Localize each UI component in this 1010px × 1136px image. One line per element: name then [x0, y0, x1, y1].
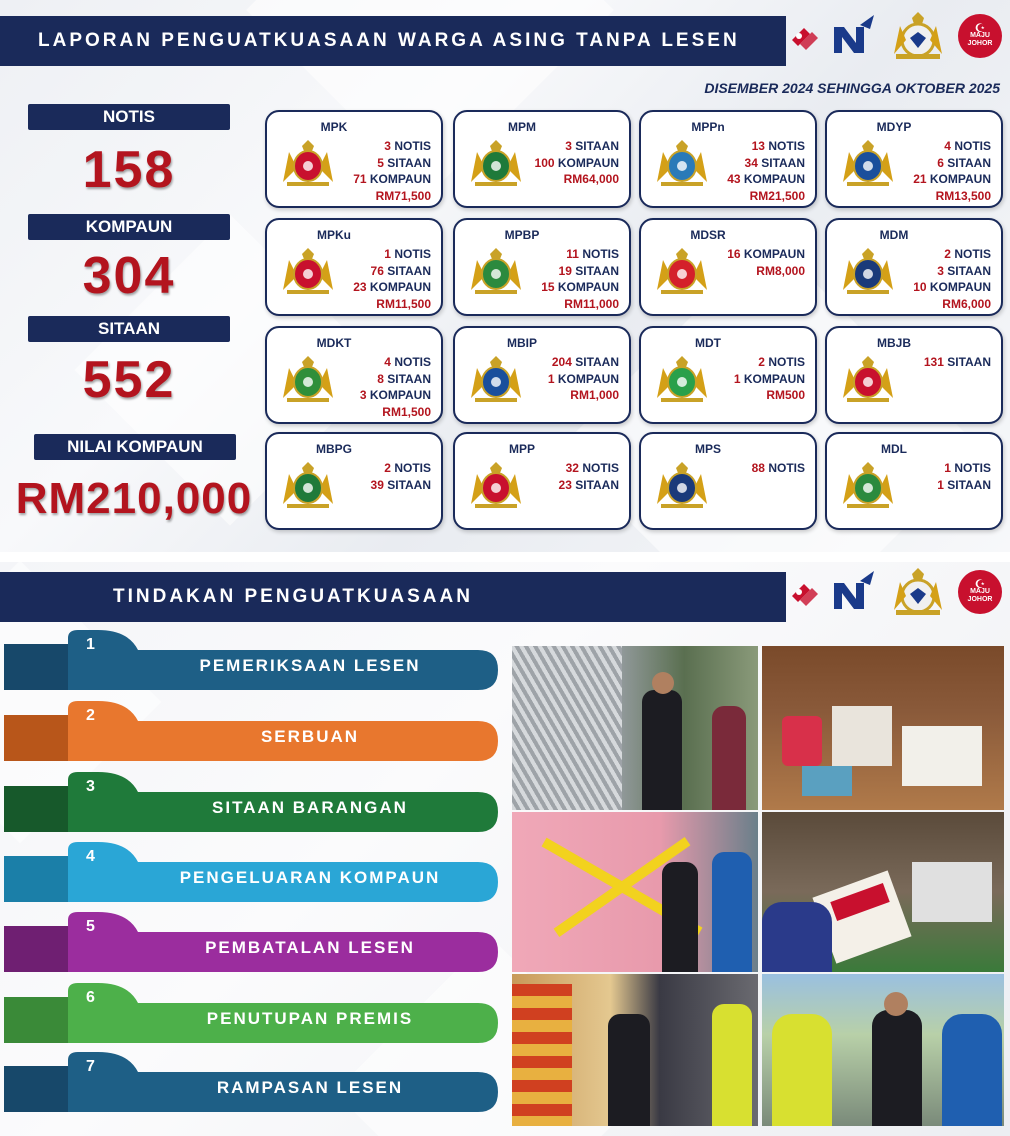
photo-shutter-inspection [512, 646, 758, 810]
figure-count: 100 [534, 155, 555, 170]
maju-johor-logo [958, 14, 1002, 58]
council-card-mpp [453, 432, 631, 530]
figure-count: 23 [353, 280, 367, 294]
council-name [641, 120, 815, 134]
figure-row [913, 138, 991, 155]
figure-count: 2 [384, 461, 391, 475]
compound-value: RM21,500 [749, 188, 805, 203]
compound-value: RM64,000 [563, 172, 619, 186]
council-emblem-icon [653, 138, 711, 188]
step-tab [4, 644, 76, 690]
figure-count: 23 [558, 477, 572, 492]
figure-count: 10 [913, 280, 927, 294]
date-range: DISEMBER 2024 SEHINGGA OKTOBER 2025 [704, 80, 1000, 96]
council-name [267, 228, 441, 242]
figure-row [371, 460, 431, 477]
council-figures [535, 138, 619, 188]
council-name-text: MPP [508, 442, 535, 456]
photo-seized-goods [762, 646, 1004, 810]
figure-type: SITAAN [383, 263, 431, 278]
council-card-mbjb [825, 326, 1003, 424]
crescent-star-icon: ☪ [974, 21, 986, 35]
council-emblem-icon [467, 460, 525, 510]
figure-count: 15 [541, 280, 555, 294]
figure-type: NOTIS [390, 355, 431, 369]
council-name [641, 228, 815, 242]
nilai-kompaun-value: RM210,000 [15, 474, 253, 523]
figure-type: SITAAN [571, 477, 619, 492]
figure-type: NOTIS [578, 247, 619, 261]
council-emblem-icon [279, 246, 337, 296]
figure-count: 3 [565, 139, 572, 153]
council-name-text: MPPn [691, 120, 725, 134]
figure-row [541, 263, 619, 280]
step-label: RAMPASAN LESEN [216, 1078, 404, 1097]
figure-type: KOMPAUN [926, 172, 991, 186]
step-tab [4, 786, 76, 832]
council-name [641, 442, 815, 456]
figure-count: 71 [353, 172, 367, 186]
council-name [267, 120, 441, 134]
figure-row [353, 246, 431, 263]
council-card-mpk [265, 110, 443, 208]
council-card-mpbp [453, 218, 631, 316]
figure-type: SITAAN [943, 155, 991, 170]
council-figures [360, 354, 431, 420]
figure-row [913, 171, 991, 188]
council-name-text: MPKu [317, 228, 351, 242]
figure-count: 1 [384, 247, 391, 261]
figure-row [727, 171, 805, 188]
council-figures [353, 138, 431, 204]
figure-row [559, 460, 619, 477]
logo-group-2 [790, 566, 1002, 618]
figure-count: 39 [370, 477, 384, 492]
figure-count: 131 [923, 355, 944, 369]
figure-type: NOTIS [950, 247, 991, 261]
figure-count: 13 [751, 139, 765, 153]
figure-type: SITAAN [383, 371, 431, 386]
figure-count: 11 [566, 247, 579, 261]
figure-count: 34 [744, 155, 758, 170]
figure-count: 43 [727, 172, 741, 186]
council-figures [541, 246, 619, 312]
figure-count: 3 [359, 388, 367, 402]
figure-row [913, 155, 991, 172]
compound-value: RM71,500 [375, 188, 431, 203]
notis-value: 158 [82, 141, 176, 199]
council-figures [727, 138, 805, 204]
compound-value: RM11,500 [376, 296, 431, 311]
council-emblem-icon [279, 460, 337, 510]
council-name-text: MPBP [504, 228, 540, 242]
step-label: PEMERIKSAAN LESEN [199, 656, 421, 675]
council-name-text: MBJB [876, 336, 911, 350]
sitaan-value: 552 [82, 351, 176, 409]
council-name [455, 228, 629, 242]
council-emblem-icon [467, 138, 525, 188]
figure-row [353, 155, 431, 172]
step-label: PENUTUPAN PREMIS [206, 1009, 414, 1028]
council-name-text: MDKT [316, 336, 352, 350]
council-name [827, 442, 1001, 456]
figure-type: SITAAN [383, 155, 431, 170]
step-number: 6 [86, 989, 95, 1006]
report-title: LAPORAN PENGUATKUASAAN WARGA ASING TANPA LESEN [0, 16, 786, 66]
council-emblem-icon [279, 354, 337, 404]
figure-type: KOMPAUN [740, 172, 805, 186]
figure-count: 1 [547, 371, 555, 386]
maju-johor-logo-2 [958, 570, 1002, 614]
figure-type: KOMPAUN [926, 280, 991, 294]
johor-crest-icon-2 [886, 566, 950, 618]
step-tab [4, 715, 76, 761]
council-name-text: MDT [695, 336, 721, 350]
council-name-text: MDM [879, 228, 909, 242]
council-card-mbip [453, 326, 631, 424]
step-7 [0, 1052, 505, 1106]
figure-row [360, 387, 431, 404]
figure-count: 1 [937, 477, 944, 492]
council-name [455, 120, 629, 134]
council-card-mppn [639, 110, 817, 208]
kompaun-label: KOMPAUN [28, 214, 230, 240]
figure-row [353, 279, 431, 296]
figure-type: NOTIS [950, 461, 991, 475]
council-name-text: MDYP [876, 120, 912, 134]
photo-closing-premises [512, 974, 758, 1126]
figure-count: 5 [377, 155, 384, 170]
figure-type: KOMPAUN [366, 172, 431, 186]
figure-row [541, 246, 619, 263]
figure-row [937, 477, 991, 494]
council-emblem-icon [653, 460, 711, 510]
council-card-mdsr [639, 218, 817, 316]
council-emblem-icon [839, 354, 897, 404]
step-5 [0, 912, 505, 966]
council-name [827, 228, 1001, 242]
figure-row [541, 279, 619, 296]
compound-value: RM8,000 [756, 263, 805, 278]
figure-type: SITAAN [757, 155, 805, 170]
council-emblem-icon [653, 354, 711, 404]
figure-count: 2 [944, 247, 951, 261]
step-1 [0, 630, 505, 684]
figure-count: 4 [944, 139, 951, 153]
ptd-logo-icon-2 [830, 569, 878, 615]
council-figures [752, 460, 805, 477]
compound-value: RM1,500 [382, 404, 431, 419]
maju-text-2: MAJU [970, 588, 990, 595]
council-name [827, 120, 1001, 134]
council-name-text: MPK [320, 120, 348, 134]
step-tab [4, 997, 76, 1043]
step-4 [0, 842, 505, 896]
figure-type: NOTIS [950, 139, 991, 153]
council-card-mps [639, 432, 817, 530]
step-label: PENGELUARAN KOMPAUN [179, 868, 441, 887]
compound-value: RM6,000 [942, 296, 991, 311]
figure-row [734, 354, 805, 371]
figure-count: 3 [937, 263, 944, 278]
figure-row [913, 279, 991, 296]
council-card-mpm [453, 110, 631, 208]
figure-type: NOTIS [390, 247, 431, 261]
compound-value: RM11,000 [564, 296, 619, 311]
step-3 [0, 772, 505, 826]
figure-row [913, 246, 991, 263]
step-label: SERBUAN [260, 727, 360, 746]
figure-count: 19 [558, 263, 572, 278]
figure-row [548, 371, 619, 388]
photo-license-confiscation [762, 974, 1004, 1126]
step-tab [4, 856, 76, 902]
council-name [641, 336, 815, 350]
sitaan-label: SITAAN [28, 316, 230, 342]
step-number: 1 [86, 636, 95, 653]
council-emblem-icon [467, 354, 525, 404]
figure-count: 21 [913, 172, 927, 186]
figure-type: NOTIS [578, 461, 619, 475]
figure-count: 1 [944, 461, 951, 475]
figure-type: KOMPAUN [740, 371, 805, 386]
step-6 [0, 983, 505, 1037]
step-number: 4 [86, 848, 95, 865]
figure-count: 32 [565, 461, 579, 475]
figure-type: SITAAN [943, 263, 991, 278]
council-figures [924, 354, 991, 371]
council-card-mdyp [825, 110, 1003, 208]
figure-row [924, 354, 991, 371]
figure-count: 1 [733, 371, 741, 386]
council-name [267, 336, 441, 350]
figure-type: SITAAN [943, 355, 991, 369]
figure-count: 16 [727, 247, 741, 261]
figure-type: NOTIS [390, 461, 431, 475]
report-panel [0, 0, 1010, 552]
council-figures [727, 246, 805, 279]
figure-count: 76 [370, 263, 384, 278]
ptd-logo-icon [830, 13, 878, 59]
johor-text: JOHOR [967, 40, 993, 47]
figure-row [360, 371, 431, 388]
council-figures [371, 460, 431, 493]
council-figures [734, 354, 805, 404]
figure-type: NOTIS [390, 139, 431, 153]
council-name [267, 442, 441, 456]
council-name-text: MDSR [690, 228, 726, 242]
figure-row [353, 263, 431, 280]
figure-count: 3 [384, 139, 391, 153]
figure-row [734, 371, 805, 388]
council-emblem-icon [279, 138, 337, 188]
malaysia-flag-icon-2 [790, 576, 822, 608]
figure-count: 2 [758, 355, 765, 369]
figure-count: 4 [384, 355, 391, 369]
council-figures [353, 246, 431, 312]
figure-count: 8 [377, 371, 384, 386]
figure-count: 204 [551, 355, 572, 369]
figure-type: KOMPAUN [366, 280, 431, 294]
step-number: 5 [86, 918, 95, 935]
figure-count: 6 [937, 155, 944, 170]
council-name-text: MPS [694, 442, 721, 456]
figure-row [353, 171, 431, 188]
council-card-mdt [639, 326, 817, 424]
council-card-mdl [825, 432, 1003, 530]
council-emblem-icon [467, 246, 525, 296]
compound-value: RM500 [766, 388, 805, 402]
figure-type: KOMPAUN [554, 371, 619, 386]
figure-type: SITAAN [571, 139, 619, 153]
figure-type: SITAAN [571, 355, 619, 369]
photo-issuing-compound [762, 812, 1004, 972]
council-emblem-icon [839, 246, 897, 296]
council-emblem-icon [653, 246, 711, 296]
kompaun-value: 304 [82, 247, 176, 305]
step-number: 2 [86, 707, 95, 724]
council-figures [913, 246, 991, 312]
figure-row [535, 155, 619, 172]
figure-row [727, 155, 805, 172]
figure-type: KOMPAUN [740, 247, 805, 261]
figure-row [535, 138, 619, 155]
council-card-mdm [825, 218, 1003, 316]
council-emblem-icon [839, 460, 897, 510]
figure-type: SITAAN [943, 477, 991, 492]
figure-row [727, 246, 805, 263]
enforcement-title: TINDAKAN PENGUATKUASAAN [0, 572, 786, 622]
figure-type: SITAAN [571, 263, 619, 278]
council-emblem-icon [839, 138, 897, 188]
figure-row [937, 460, 991, 477]
step-number: 7 [86, 1058, 95, 1075]
step-2 [0, 701, 505, 755]
maju-text: MAJU [970, 32, 990, 39]
compound-value: RM13,500 [935, 188, 991, 203]
figure-type: NOTIS [764, 355, 805, 369]
step-number: 3 [86, 778, 95, 795]
step-tab [4, 1066, 76, 1112]
figure-row [559, 477, 619, 494]
figure-row [353, 138, 431, 155]
council-name-text: MPM [508, 120, 536, 134]
johor-text-2: JOHOR [967, 596, 993, 603]
logo-group [790, 10, 1002, 62]
figure-row [913, 263, 991, 280]
nilai-kompaun-label: NILAI KOMPAUN [34, 434, 236, 460]
figure-type: SITAAN [383, 477, 431, 492]
figure-row [727, 138, 805, 155]
photo-sealing-premises [512, 812, 758, 972]
malaysia-flag-icon [790, 20, 822, 52]
step-label: PEMBATALAN LESEN [205, 938, 415, 957]
figure-row [371, 477, 431, 494]
council-figures [559, 460, 619, 493]
figure-type: KOMPAUN [554, 155, 619, 170]
figure-type: NOTIS [764, 139, 805, 153]
council-name-text: MBIP [507, 336, 537, 350]
council-name-text: MBPG [316, 442, 352, 456]
figure-count: 88 [751, 461, 765, 475]
figure-row [548, 354, 619, 371]
figure-row [752, 460, 805, 477]
notis-label: NOTIS [28, 104, 230, 130]
figure-row [360, 354, 431, 371]
council-figures [937, 460, 991, 493]
enforcement-panel [0, 562, 1010, 1136]
johor-crest-icon [886, 10, 950, 62]
council-card-mbpg [265, 432, 443, 530]
council-figures [548, 354, 619, 404]
crescent-star-icon-2: ☪ [974, 577, 986, 591]
figure-type: KOMPAUN [554, 280, 619, 294]
figure-type: NOTIS [764, 461, 805, 475]
step-label: SITAAN BARANGAN [212, 798, 408, 817]
step-tab [4, 926, 76, 972]
council-name [827, 336, 1001, 350]
council-figures [913, 138, 991, 204]
figure-type: KOMPAUN [366, 388, 431, 402]
council-card-mpku [265, 218, 443, 316]
council-name [455, 442, 629, 456]
council-name-text: MDL [881, 442, 907, 456]
council-card-mdkt [265, 326, 443, 424]
council-name [455, 336, 629, 350]
compound-value: RM1,000 [570, 388, 619, 402]
